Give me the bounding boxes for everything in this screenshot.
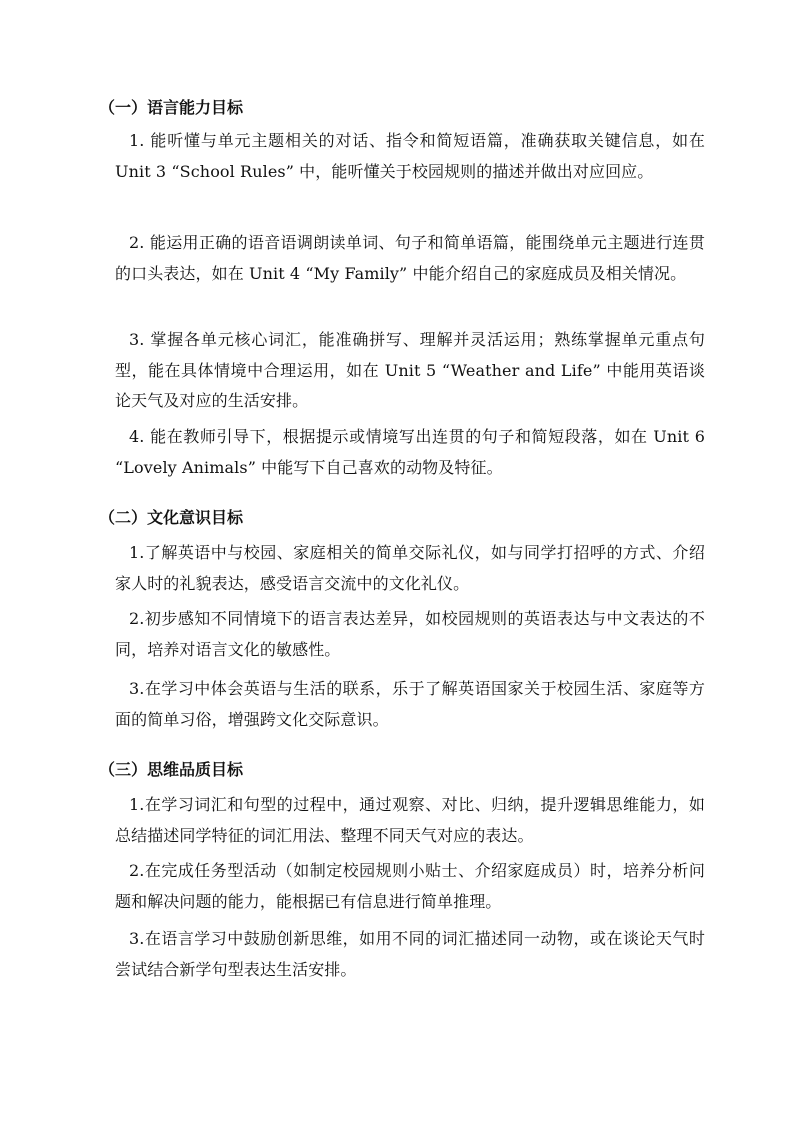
- section-heading-thinking: （三）思维品质目标: [99, 760, 244, 779]
- paragraph-language-3: 3. 掌握各单元核心词汇，能准确拼写、理解并灵活运用；熟练掌握单元重点句型，能在具体情境中合理运用，如在 Unit 5 “Weather and Life” 中能用英语谈论天气及对应的生活安排。: [115, 330, 705, 410]
- paragraph-thinking-3: 3.在语言学习中鼓励创新思维，如用不同的词汇描述同一动物，或在谈论天气时尝试结合新学句型表达生活安排。: [115, 929, 705, 979]
- paragraph-culture-3: 3.在学习中体会英语与生活的联系，乐于了解英语国家关于校园生活、家庭等方面的简单习俗，增强跨文化交际意识。: [115, 679, 705, 729]
- section-heading-culture: （二）文化意识目标: [99, 508, 244, 527]
- paragraph-language-4: 4. 能在教师引导下，根据提示或情境写出连贯的句子和简短段落，如在 Unit 6 “Lovely Animals” 中能写下自己喜欢的动物及特征。: [115, 427, 705, 477]
- paragraph-language-1: 1. 能听懂与单元主题相关的对话、指令和简短语篇，准确获取关键信息，如在Unit 3 “School Rules” 中，能听懂关于校园规则的描述并做出对应回应。: [115, 131, 705, 181]
- paragraph-culture-1: 1.了解英语中与校园、家庭相关的简单交际礼仪，如与同学打招呼的方式、介绍家人时的礼貌表达，感受语言交流中的文化礼仪。: [115, 543, 705, 593]
- paragraph-thinking-2: 2.在完成任务型活动（如制定校园规则小贴士、介绍家庭成员）时，培养分析问题和解决问题的能力，能根据已有信息进行简单推理。: [115, 861, 705, 911]
- paragraph-language-2: 2. 能运用正确的语音语调朗读单词、句子和简单语篇，能围绕单元主题进行连贯的口头表达，如在 Unit 4 “My Family” 中能介绍自己的家庭成员及相关情况。: [115, 233, 705, 283]
- paragraph-thinking-1: 1.在学习词汇和句型的过程中，通过观察、对比、归纳，提升逻辑思维能力，如总结描述同学特征的词汇用法、整理不同天气对应的表达。: [115, 795, 705, 845]
- paragraph-culture-2: 2.初步感知不同情境下的语言表达差异，如校园规则的英语表达与中文表达的不同，培养对语言文化的敏感性。: [115, 609, 705, 659]
- section-heading-language: （一）语言能力目标: [99, 98, 244, 117]
